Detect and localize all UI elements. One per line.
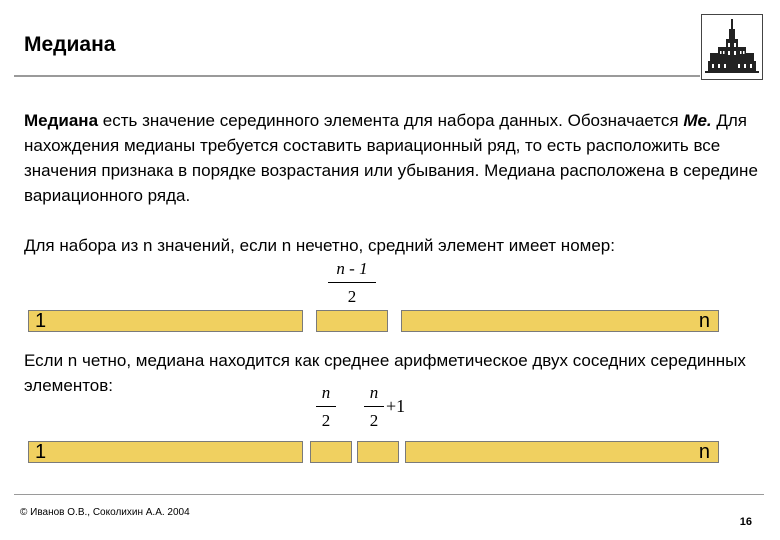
even-left-denominator: 2 [321,411,331,430]
even-median-formula-left [316,383,336,431]
odd-bar-last-segment [401,310,719,332]
even-median-formula-right [364,383,384,431]
university-logo [701,14,763,80]
footer-divider [14,494,764,495]
university-building-icon [702,15,762,79]
median-term: Медиана [24,111,99,130]
even-bar-middle-left-segment [310,441,352,463]
even-bar-first-label: 1 [35,441,47,463]
copyright-footer: © Иванов О.В., Соколихин А.А. 2004 [20,507,190,518]
even-formula-suffix: +1 [386,396,406,416]
even-case-paragraph: Если n четно, медиана находится как среднее арифметическое двух соседних серединных элементов: [24,351,746,395]
even-left-numerator: n [321,383,331,402]
median-symbol: Me. [683,111,712,130]
odd-bar-last-label: n [698,310,710,332]
definition-text-b: Для нахождения медианы требуется составить вариационный ряд, то есть расположить все значения признака в порядке возрастания или убывания. Медиана расположена в середине вариационного ряда. [24,111,758,205]
even-right-denominator: 2 [369,411,379,430]
page-number: 16 [739,516,752,528]
odd-case-paragraph: Для набора из n значений, если n нечетно, средний элемент имеет номер: [24,236,615,255]
even-bar-last-segment [405,441,719,463]
fraction-bar [328,282,376,283]
odd-formula-numerator: n - 1 [336,259,368,278]
even-bar-last-label: n [698,441,710,463]
even-bar-first-segment [28,441,303,463]
fraction-bar [316,406,336,407]
odd-bar-first-label: 1 [35,310,47,332]
title-divider [14,75,700,77]
even-bar-middle-right-segment [357,441,399,463]
slide-title: Медиана [24,33,116,56]
even-right-numerator: n [369,383,379,402]
odd-formula-denominator: 2 [347,287,357,306]
odd-bar-middle-segment [316,310,388,332]
definition-text-a: есть значение серединного элемента для набора данных. Обозначается [98,111,684,130]
definition-paragraph [24,108,764,208]
odd-bar-first-segment [28,310,303,332]
odd-median-formula [328,259,376,307]
fraction-bar [364,406,384,407]
